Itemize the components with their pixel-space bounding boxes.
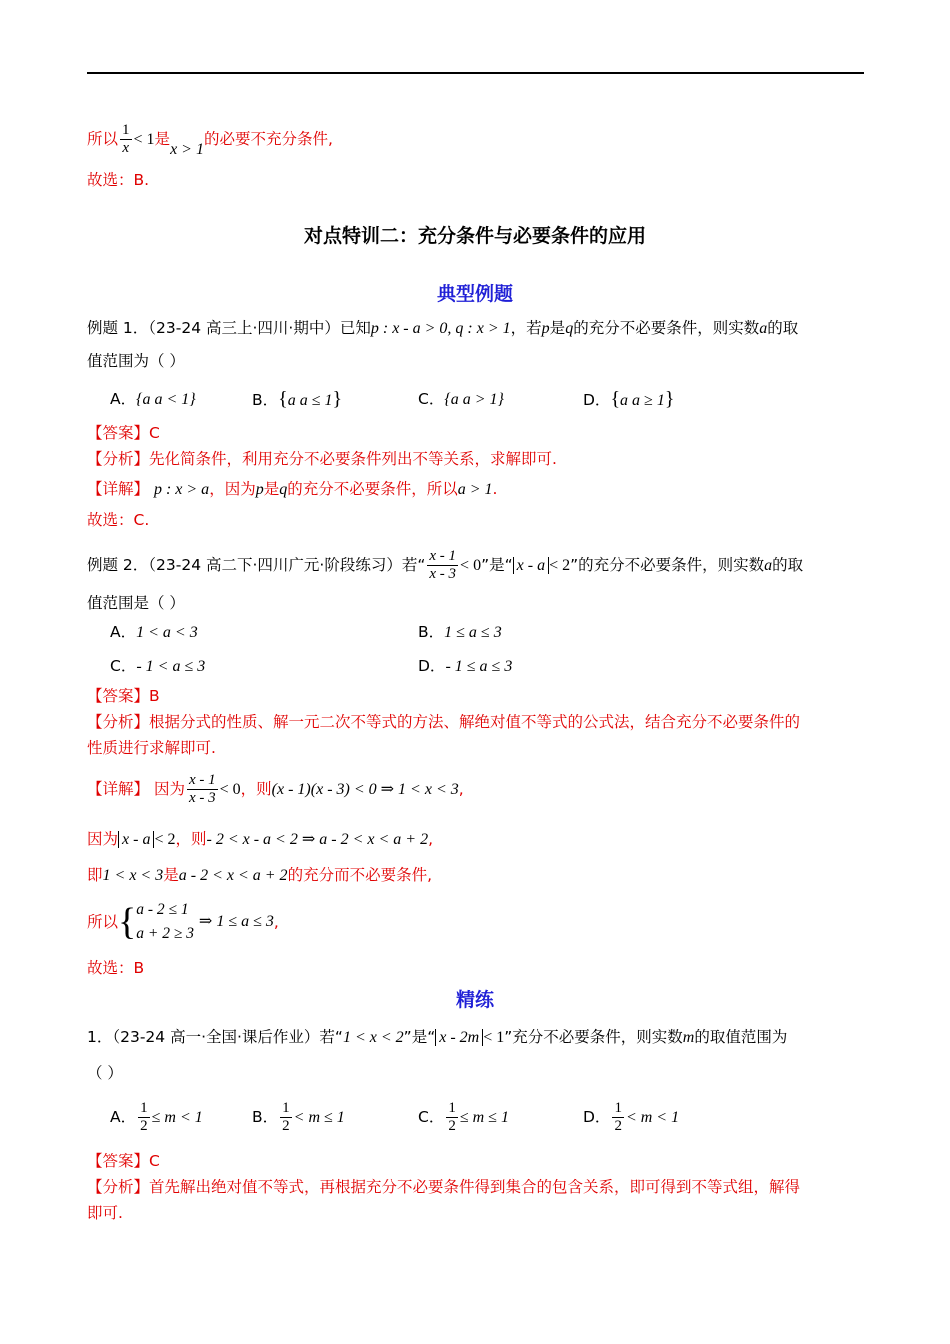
absolute-value: x - 2m <box>435 1029 483 1046</box>
practice1-option-c: C． $\frac{1}{2}$ ≤ m ≤ 1 <box>418 1100 509 1134</box>
practice-title: 精练 <box>455 989 494 1011</box>
example2-option-c: C．- 1 < a ≤ 3 <box>110 657 206 675</box>
example2-option-b: B．1 ≤ a ≤ 3 <box>418 623 502 641</box>
fraction: $\frac{x - 1}{x - 3}$ <box>188 772 216 806</box>
example2-detail-line3: 即1 < x < 3是a - 2 < x < a + 2的充分而不必要条件, <box>87 866 432 884</box>
example2-choice: 故选：B <box>87 959 145 977</box>
absolute-value: x - a <box>118 831 154 848</box>
example2-analysis-line2: 性质进行求解即可. <box>87 739 216 757</box>
example1-stem: 例题 1．（23-24 高三上·四川·期中）已知p : x - a > 0, q : x > 1，若p是q的充分不必要条件，则实数a的取 <box>87 319 799 337</box>
example2-analysis: 【分析】根据分式的性质、解一元二次不等式的方法、解绝对值不等式的公式法，结合充分不必要条件的 <box>87 713 801 731</box>
example2-stem-line2: 值范围是（ ） <box>87 594 185 612</box>
practice1-answer: 【答案】C <box>87 1152 160 1170</box>
practice1-stem: 1．（23-24 高一·全国·课后作业）若“1 < x < 2”是“ x - 2m < 1”充分不必要条件，则实数m的取值范围为 <box>87 1028 788 1046</box>
fraction: $\frac{x - 1}{x - 3}$ <box>429 548 457 582</box>
example1-stem-line2: 值范围为（ ） <box>87 352 185 370</box>
example2-detail-line4: 所以{ a - 2 ≤ 1 a + 2 ≥ 3 ⇒ 1 ≤ a ≤ 3, <box>87 898 279 946</box>
example2-option-a: A．1 < a < 3 <box>110 623 198 641</box>
practice1-analysis: 【分析】首先解出绝对值不等式，再根据充分不必要条件得到集合的包含关系，即可得到不等式组，解得 <box>87 1178 801 1196</box>
choice-conclusion: 故选：B. <box>87 171 150 189</box>
practice1-stem-line2: （ ） <box>87 1064 123 1082</box>
fraction: $\frac{1}{2}$ <box>140 1100 148 1134</box>
inequality-system: a - 2 ≤ 1 a + 2 ≥ 3 <box>136 901 194 942</box>
practice1-option-a: A． $\frac{1}{2}$ ≤ m < 1 <box>110 1100 203 1134</box>
example1-analysis: 【分析】先化简条件，利用充分不必要条件列出不等关系，求解即可. <box>87 450 557 468</box>
typical-examples-title: 典型例题 <box>436 283 513 305</box>
example1-option-a: A．{a a < 1} <box>110 390 196 408</box>
fraction: $\frac{1}{x}$ <box>122 122 130 156</box>
example1-answer: 【答案】C <box>87 424 160 442</box>
example2-detail: 【详解】 因为 $\frac{x - 1}{x - 3}$ < 0，则(x - 1)(x - 3) < 0 ⇒ 1 < x < 3, <box>87 772 464 806</box>
example1-option-d: D．{a a ≥ 1} <box>583 388 675 410</box>
example1-option-c: C．{a a > 1} <box>418 390 504 408</box>
section-title: 对点特训二：充分条件与必要条件的应用 <box>303 225 646 247</box>
fraction: $\frac{1}{2}$ <box>448 1100 456 1134</box>
absolute-value: x - a <box>513 557 549 574</box>
example1-choice: 故选：C. <box>87 511 150 529</box>
practice1-option-b: B． $\frac{1}{2}$ < m ≤ 1 <box>252 1100 345 1134</box>
header-rule <box>87 72 864 74</box>
example1-detail: 【详解】 p : x > a，因为p是q的充分不必要条件，所以a > 1. <box>87 480 498 498</box>
example2-detail-line2: 因为 x - a < 2，则- 2 < x - a < 2 ⇒ a - 2 < x < a + 2, <box>87 830 434 848</box>
example1-option-b: B．{a a ≤ 1} <box>252 388 343 410</box>
practice1-analysis-line2: 即可. <box>87 1204 123 1222</box>
example2-answer: 【答案】B <box>87 687 160 705</box>
fraction: $\frac{1}{2}$ <box>282 1100 290 1134</box>
practice1-option-d: D． $\frac{1}{2}$ < m < 1 <box>583 1100 680 1134</box>
example2-option-d: D．- 1 ≤ a ≤ 3 <box>418 657 513 675</box>
fraction: $\frac{1}{2}$ <box>614 1100 622 1134</box>
example2-stem: 例题 2．（23-24 高二下·四川广元·阶段练习）若“ $\frac{x - 1}{x - 3}$ < 0”是“ x - a < 2”的充分不必要条件，则实数a的取 <box>87 548 804 582</box>
conclusion-line: 所以 $\frac{1}{x}$ < 1是x > 1的必要不充分条件, <box>87 122 333 158</box>
